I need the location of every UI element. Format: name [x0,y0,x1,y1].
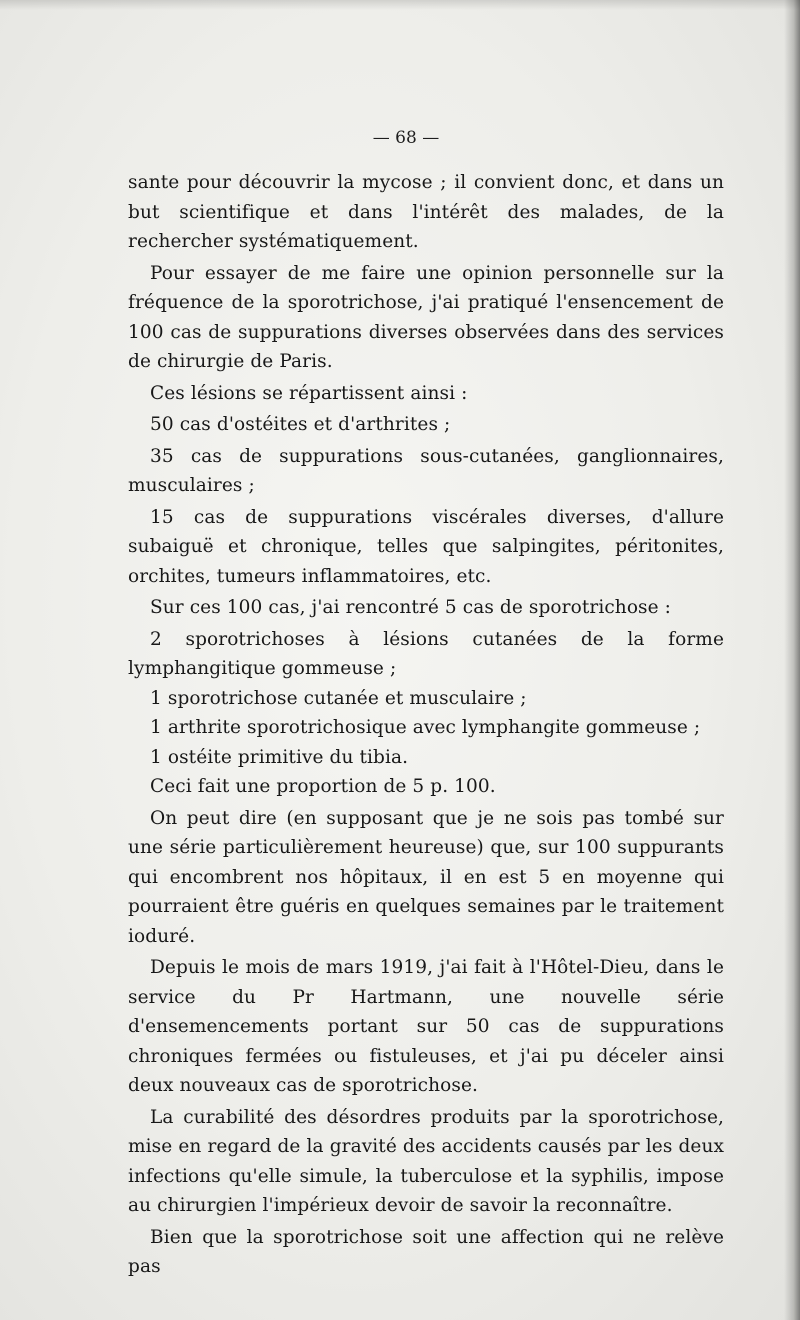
list-item: 1 sporotrichose cutanée et musculaire ; [150,687,527,709]
list-item: 35 cas de suppurations sous-cutanées, ganglionnaires, musculaires ; [128,445,724,496]
paragraph: On peut dire (en supposant que je ne sois pas tombé sur une série particulièrement heureuse) que, sur 100 suppurants qui encombrent nos hôpitaux, il en est 5 en moyenne qui pourraient être guéris en quelques semaines par le traitement ioduré. [128,807,724,947]
body-text [128,168,724,1282]
paragraph: Sur ces 100 cas, j'ai rencontré 5 cas de sporotrichose : [150,597,672,618]
paragraph: Pour essayer de me faire une opinion personnelle sur la fréquence de la sporotrichose, j'ai pratiqué l'ensencement de 100 cas de suppurations diverses observées dans des services de chirurgie de Paris. [128,262,724,372]
page-top-shadow [0,0,800,10]
list-item: 1 arthrite sporotrichosique avec lymphangite gommeuse ; [150,717,701,738]
paragraph: Ceci fait une proportion de 5 p. 100. [150,776,496,797]
list-item: 15 cas de suppurations viscérales diverses, d'allure subaiguë et chronique, telles que salpingites, péritonites, orchites, tumeurs inflammatoires, etc. [128,506,724,587]
page-right-shadow [784,0,800,1320]
paragraph: La curabilité des désordres produits par la sporotrichose, mise en regard de la gravité des accidents causés par les deux infections qu'elle simule, la tuberculose et la syphilis, impose au chirurgien l'impérieux devoir de savoir la reconnaître. [128,1106,724,1216]
paragraph-continuation: sante pour découvrir la mycose ; il convient donc, et dans un but scientifique et dans l'intérêt des malades, de la rechercher systématiquement. [128,172,724,252]
paragraph: Depuis le mois de mars 1919, j'ai fait à l'Hôtel-Dieu, dans le service du Pr Hartmann, une nouvelle série d'ensemencements portant sur 50 cas de suppurations chroniques fermées ou fistuleuses, et j'ai pu déceler ainsi deux nouveaux cas de sporotrichose. [128,957,724,1096]
page-number: — 68 — [372,128,440,148]
paragraph: Ces lésions se répartissent ainsi : [150,382,468,404]
list-item: 1 ostéite primitive du tibia. [150,746,409,768]
paragraph-last: Bien que la sporotrichose soit une affection qui ne relève pas [128,1226,724,1277]
list-item: 2 sporotrichoses à lésions cutanées de la forme lymphangitique gommeuse ; [128,628,724,679]
list-item: 50 cas d'ostéites et d'arthrites ; [150,414,451,435]
